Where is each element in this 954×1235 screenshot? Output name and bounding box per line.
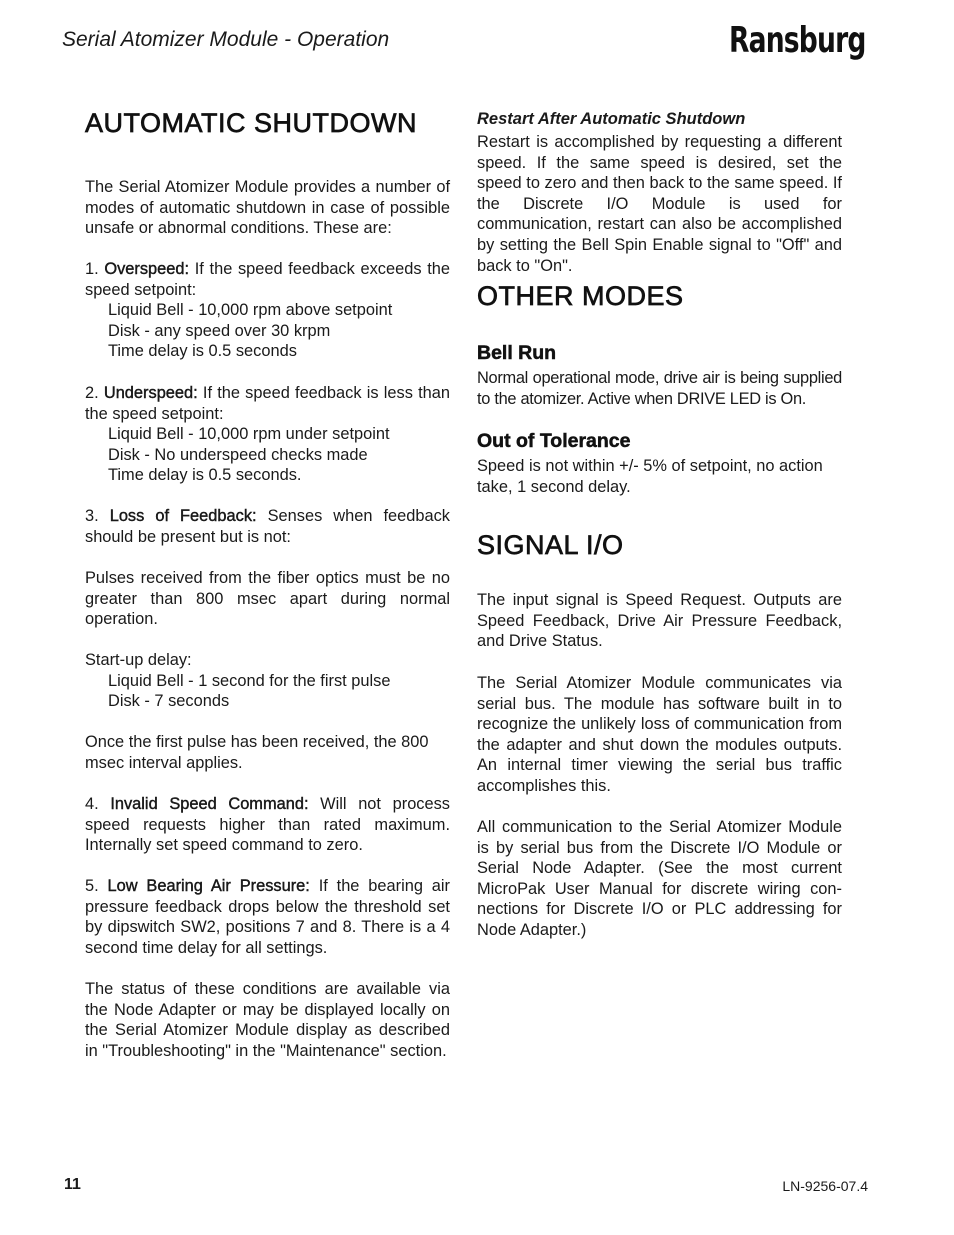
item-text: If the bearing air pressure feedback drops below the threshold set by dipswitch SW2, positions 7 and 8. There is a 4 second time delay for all settings. bbox=[85, 877, 450, 957]
item-line: Disk - No underspeed checks made bbox=[108, 445, 368, 464]
item-line: Liquid Bell - 10,000 rpm above setpoint bbox=[108, 301, 393, 320]
heading-restart: Restart After Automatic Shutdown bbox=[477, 110, 746, 128]
intro-paragraph: The Serial Atomizer Module provides a number of modes of automatic shutdown in case of possible unsafe or abnormal conditions. These are: bbox=[85, 178, 450, 238]
item-number: 2. bbox=[85, 384, 99, 402]
item-loss-of-feedback bbox=[85, 506, 450, 547]
out-of-tolerance-paragraph: Speed is not within +/- 5% of setpoint, no action take, 1 second delay. bbox=[477, 457, 823, 496]
once-paragraph: Once the first pulse has been received, the 800 msec interval applies. bbox=[85, 733, 429, 772]
item-label: Loss of Feedback: bbox=[109, 507, 257, 525]
status-paragraph: The status of these conditions are available via the Node Adapter or may be displayed locally on the Serial Atomizer Module display as described in "Troubleshooting" in the "Maintenance" section. bbox=[85, 980, 450, 1060]
page-number: 11 bbox=[64, 1176, 81, 1193]
item-text: Senses when feedback should be present but is not: bbox=[85, 507, 451, 546]
item-overspeed bbox=[85, 259, 450, 362]
heading-other-modes: OTHER MODES bbox=[477, 281, 684, 311]
item-underspeed bbox=[85, 383, 450, 486]
item-label: Overspeed: bbox=[104, 260, 190, 278]
running-title: Serial Atomizer Module - Operation bbox=[62, 28, 390, 51]
item-line: Liquid Bell - 10,000 rpm under setpoint bbox=[108, 425, 390, 444]
item-text: If the speed feedback is less than the speed setpoint: bbox=[85, 384, 450, 423]
item-low-bearing-air-pressure bbox=[85, 876, 450, 958]
heading-signal-io: SIGNAL I/O bbox=[477, 530, 624, 560]
item-number: 1. bbox=[85, 260, 99, 278]
heading-bell-run: Bell Run bbox=[477, 342, 557, 364]
document-number: LN-9256-07.4 bbox=[782, 1178, 868, 1194]
item-text: Will not process speed requests higher than rated maximum. Internally set speed command to zero. bbox=[85, 795, 451, 855]
startup-line: Liquid Bell - 1 second for the first pulse bbox=[108, 671, 391, 690]
item-invalid-speed-command bbox=[85, 794, 450, 856]
item-line: Time delay is 0.5 seconds. bbox=[108, 466, 302, 485]
signal-paragraph-1: The input signal is Speed Request. Outputs are Speed Feedback, Drive Air Pressure Feedback, and Drive Status. bbox=[477, 591, 842, 651]
bell-run-paragraph: Normal operational mode, drive air is being supplied to the atomizer. Active when DRIVE LED is On. bbox=[477, 369, 842, 408]
startup-delay bbox=[85, 650, 450, 712]
item-number: 5. bbox=[85, 877, 99, 895]
item-number: 4. bbox=[85, 795, 99, 813]
item-number: 3. bbox=[85, 507, 99, 525]
heading-out-of-tolerance: Out of Tolerance bbox=[477, 430, 631, 452]
item-label: Low Bearing Air Pressure: bbox=[107, 877, 310, 895]
brand-logo: Ransburg bbox=[729, 20, 866, 61]
item-label: Invalid Speed Command: bbox=[110, 795, 309, 813]
signal-paragraph-2: The Serial Atomizer Module communicates via serial bus. The module has software built in to recognize the unlikely loss of communication from the adapter and shut down the modules outputs. An internal timer viewing the serial bus traffic accomplishes this. bbox=[477, 674, 842, 795]
restart-paragraph: Restart is accomplished by requesting a different speed. If the same speed is desired, set the speed to zero and then back to the same speed. If the Discrete I/O Module is used for communication, restart can also be accomplished by setting the Bell Spin Enable signal to "Off" and back to "On". bbox=[477, 133, 842, 275]
startup-line: Disk - 7 seconds bbox=[108, 692, 230, 711]
item-text: If the speed feedback exceeds the speed setpoint: bbox=[85, 260, 450, 299]
item-line: Time delay is 0.5 seconds bbox=[108, 342, 297, 361]
heading-automatic-shutdown: AUTOMATIC SHUTDOWN bbox=[85, 108, 417, 138]
pulses-paragraph: Pulses received from the fiber optics must be no greater than 800 msec apart during normal operation. bbox=[85, 569, 450, 629]
signal-paragraph-3: All communication to the Serial Atomizer Module is by serial bus from the Discrete I/O Module or Serial Node Adapter. (See the most current MicroPak User Manual for discrete wiring con-nections for Discrete I/O or PLC addressing for Node Adapter.) bbox=[477, 818, 842, 939]
item-line: Disk - any speed over 30 krpm bbox=[108, 321, 331, 340]
item-label: Underspeed: bbox=[103, 384, 198, 402]
startup-label: Start-up delay: bbox=[85, 651, 192, 669]
